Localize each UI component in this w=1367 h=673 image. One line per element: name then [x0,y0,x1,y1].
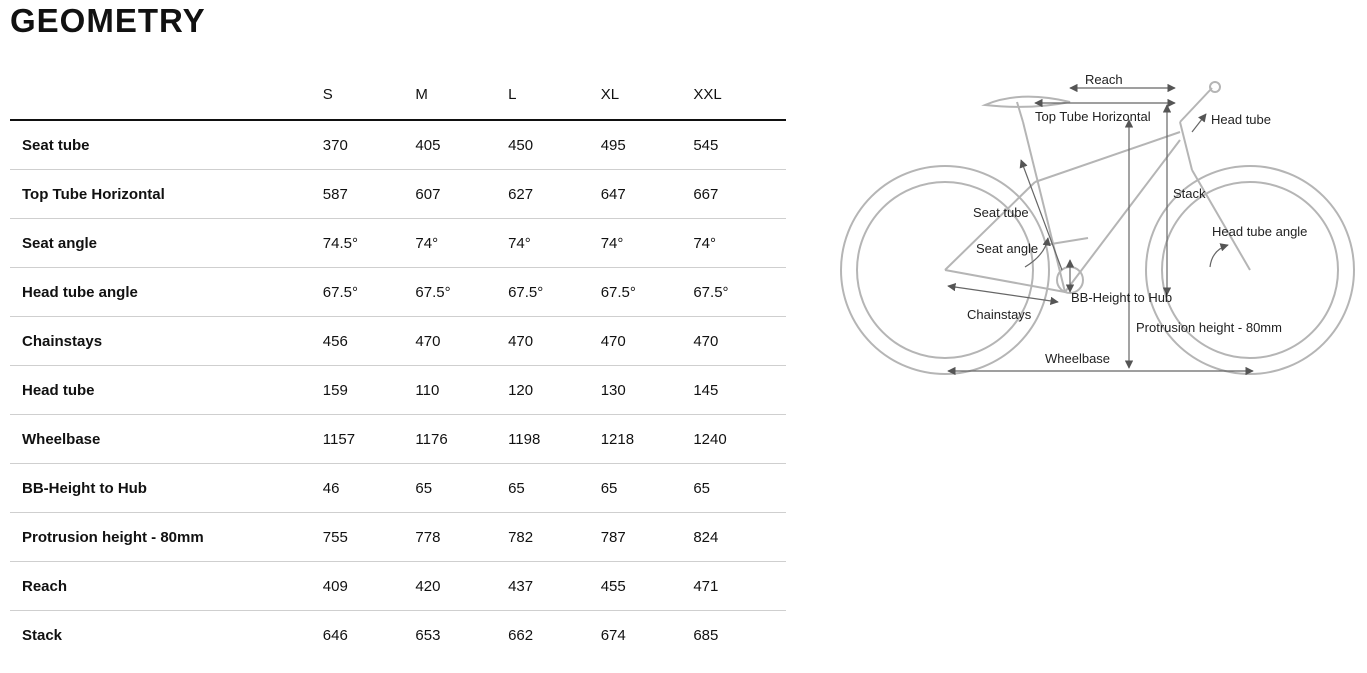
row-label: Head tube angle [10,268,323,317]
table-cell: 653 [415,626,441,644]
table-cell: 74° [415,219,508,268]
table-header-row [10,70,786,120]
table-row [10,219,786,268]
label-seat-tube: Seat tube [973,205,1029,220]
table-cell: 67.5° [508,268,601,317]
table-cell: 646 [322,626,348,644]
size-header: L [508,70,601,120]
table-cell: 607 [415,170,508,219]
table-cell: 587 [323,170,416,219]
table-cell: 405 [415,120,508,170]
table-cell: 74.5° [323,219,416,268]
row-label: Head tube [10,366,323,415]
table-cell: 1157 [323,415,416,464]
row-label: Reach [10,562,323,611]
label-bb-height: BB-Height to Hub [1071,290,1173,305]
table-row [10,268,786,317]
fork [1192,170,1250,270]
table-cell: 782 [508,513,601,562]
table-cell: 159 [323,366,416,415]
label-reach: Reach [1085,72,1123,87]
label-top-tube: Top Tube Horizontal [1035,109,1151,124]
row-label: Chainstays [10,317,323,366]
table-cell: 470 [508,317,601,366]
table-cell: 1240 [693,415,786,464]
table-cell: 755 [323,513,416,562]
table-cell: 46 [323,464,416,513]
table-cell: 456 [323,317,416,366]
header-spacer [10,70,323,120]
label-stack: Stack [1173,186,1206,201]
table-cell: 824 [693,513,786,562]
table-cell: 74° [693,219,786,268]
table-cell: 662 [508,626,534,644]
label-seat-angle: Seat angle [976,241,1039,256]
row-label: Wheelbase [10,415,323,464]
table-cell: 409 [323,562,416,611]
table-cell: 1198 [508,415,601,464]
row-label: BB-Height to Hub [10,464,323,513]
table-row [10,120,786,170]
table-cell: 65 [508,464,601,513]
table-cell: 685 [693,626,719,644]
saddle [985,97,1070,107]
table-cell: 470 [601,317,694,366]
size-header: S [323,70,416,120]
table-row [10,317,786,366]
table-cell: 778 [415,513,508,562]
table-cell: 74° [601,219,694,268]
table-cell: 67.5° [415,268,508,317]
table-row [10,366,786,415]
table-row [10,611,786,660]
top-tube [1035,132,1180,182]
handlebar [1210,82,1220,92]
dimension-labels [967,72,1307,366]
row-label: Top Tube Horizontal [10,170,323,219]
table-cell: 65 [601,464,694,513]
table-cell: 470 [415,317,508,366]
table-cell: 370 [323,120,416,170]
table-cell: 110 [415,366,508,415]
table-cell: 470 [693,317,786,366]
size-header: XL [601,70,694,120]
table-cell: 420 [415,562,508,611]
table-cell: 1218 [601,415,694,464]
size-header: M [415,70,508,120]
table-cell: 120 [508,366,601,415]
table-cell: 437 [508,562,601,611]
table-cell: 65 [693,464,786,513]
table-cell: 627 [508,170,601,219]
row-label: Seat tube [10,120,323,170]
label-head-tube: Head tube [1211,112,1271,127]
seatpost [1017,102,1023,122]
head-tube-shape [1180,122,1192,170]
table-cell: 471 [693,562,786,611]
table-row [10,170,786,219]
table-cell: 1176 [415,415,508,464]
size-header: XXL [693,70,786,120]
stem [1180,88,1212,122]
table-cell: 67.5° [323,268,416,317]
geometry-table [10,70,786,659]
head-angle-arc [1210,245,1228,267]
label-head-tube-angle: Head tube angle [1212,224,1308,239]
label-protrusion: Protrusion height - 80mm [1136,320,1282,335]
table-cell: 667 [693,170,786,219]
table-row [10,513,786,562]
table-cell: 74° [508,219,601,268]
row-label: Seat angle [10,219,323,268]
table-cell: 130 [601,366,694,415]
label-wheelbase: Wheelbase [1045,351,1111,366]
table-cell: 455 [601,562,694,611]
table-cell: 674 [600,626,626,644]
table-cell: 145 [693,366,786,415]
row-label: Stack [22,626,63,644]
seat-tube [1023,122,1065,292]
table-cell: 67.5° [693,268,786,317]
table-row [10,415,786,464]
page-title: GEOMETRY [10,2,206,39]
table-row [10,562,786,611]
table-cell: 450 [508,120,601,170]
table-row [10,464,786,513]
table-cell: 495 [601,120,694,170]
row-label: Protrusion height - 80mm [10,513,323,562]
table-cell: 65 [415,464,508,513]
table-cell: 787 [601,513,694,562]
bike-geometry-diagram [830,60,1360,390]
table-cell: 647 [601,170,694,219]
table-cell: 545 [693,120,786,170]
label-chainstays: Chainstays [967,307,1032,322]
head-tube-line [1192,114,1206,132]
table-cell: 67.5° [601,268,694,317]
